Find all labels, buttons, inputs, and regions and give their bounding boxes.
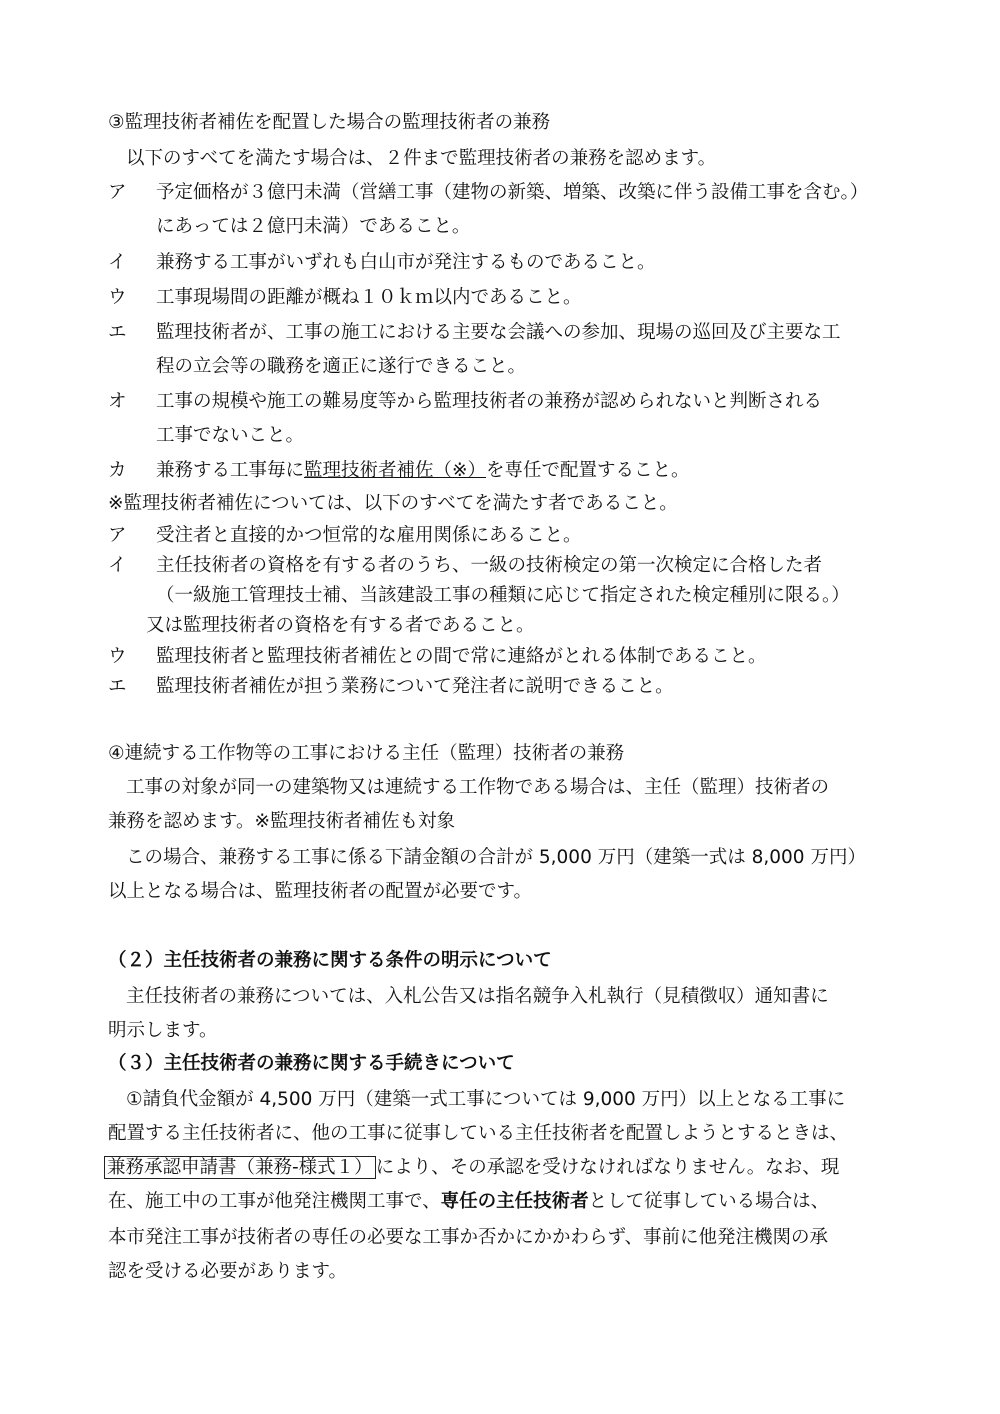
item-text: 主任技術者の資格を有する者のうち、一級の技術検定の第一次検定に合格した者 bbox=[156, 555, 823, 576]
part-3-heading: （３）主任技術者の兼務に関する手続きについて bbox=[108, 1053, 515, 1074]
section-4-text: 兼務を認めます。※監理技術者補佐も対象 bbox=[108, 811, 456, 832]
item-text: にあっては２億円未満）であること。 bbox=[156, 216, 471, 237]
section-4-text: この場合、兼務する工事に係る下請金額の合計が 5,000 万円（建築一式は 8,000 万円） bbox=[126, 847, 866, 868]
item-text: 兼務する工事がいずれも白山市が発注するものであること。 bbox=[156, 252, 656, 273]
item-mark: ア bbox=[108, 525, 127, 546]
item-text: 又は監理技術者の資格を有する者であること。 bbox=[146, 615, 535, 636]
item-text-post: を専任で配置すること。 bbox=[486, 460, 690, 481]
item-text: 工事でないこと。 bbox=[156, 425, 305, 446]
part-3-text: 認を受ける必要があります。 bbox=[108, 1261, 348, 1282]
item-mark: ア bbox=[108, 182, 127, 203]
part-3-text-post: として従事している場合は、 bbox=[588, 1191, 830, 1212]
part-3-text bbox=[104, 1155, 839, 1181]
item-text: 監理技術者補佐が担う業務について発注者に説明できること。 bbox=[156, 676, 674, 697]
application-form-reference: 兼務承認申請書（兼務-様式１） bbox=[104, 1156, 376, 1179]
section-4-text: 工事の対象が同一の建築物又は連続する工作物である場合は、主任（監理）技術者の bbox=[126, 777, 830, 798]
dedicated-engineer-emphasis: 専任の主任技術者 bbox=[440, 1191, 589, 1212]
item-text: 監理技術者が、工事の施工における主要な会議への参加、現場の巡回及び主要な工 bbox=[156, 322, 841, 343]
item-mark: エ bbox=[108, 322, 127, 343]
item-text: 受注者と直接的かつ恒常的な雇用関係にあること。 bbox=[156, 525, 582, 546]
section-3-intro: 以下のすべてを満たす場合は、２件まで監理技術者の兼務を認めます。 bbox=[126, 148, 717, 169]
part-3-text: 配置する主任技術者に、他の工事に従事している主任技術者を配置しようとするときは、 bbox=[108, 1123, 849, 1144]
item-text: 工事現場間の距離が概ね１０ｋｍ以内であること。 bbox=[156, 287, 582, 308]
item-mark: イ bbox=[108, 555, 127, 576]
item-text: 予定価格が３億円未満（営繕工事（建物の新築、増築、改築に伴う設備工事を含む。） bbox=[156, 182, 869, 203]
part-3-text-pre: 在、施工中の工事が他発注機関工事で、 bbox=[108, 1191, 441, 1212]
section-3-title: ③監理技術者補佐を配置した場合の監理技術者の兼務 bbox=[108, 112, 551, 133]
item-mark: カ bbox=[108, 460, 127, 481]
part-3-text-post: により、その承認を受けなければなりません。なお、現 bbox=[375, 1157, 840, 1178]
section-4-text: 以上となる場合は、監理技術者の配置が必要です。 bbox=[108, 881, 533, 902]
part-2-heading: （２）主任技術者の兼務に関する条件の明示について bbox=[108, 950, 552, 971]
item-mark: ウ bbox=[108, 646, 127, 667]
item-text: （一級施工管理技士補、当該建設工事の種類に応じて指定された検定種別に限る。） bbox=[156, 585, 850, 606]
part-2-text: 明示します。 bbox=[108, 1020, 218, 1041]
item-text-pre: 兼務する工事毎に bbox=[156, 460, 305, 481]
part-3-text bbox=[108, 1189, 829, 1215]
item-text: 監理技術者と監理技術者補佐との間で常に連絡がとれる体制であること。 bbox=[156, 646, 767, 667]
part-3-text: 本市発注工事が技術者の専任の必要な工事か否かにかかわらず、事前に他発注機関の承 bbox=[108, 1227, 829, 1248]
assistant-reference-underlined: 監理技術者補佐（※） bbox=[304, 460, 487, 481]
item-mark: イ bbox=[108, 252, 127, 273]
item-mark: ウ bbox=[108, 287, 127, 308]
part-2-text: 主任技術者の兼務については、入札公告又は指名競争入札執行（見積徴収）通知書に bbox=[126, 986, 829, 1007]
part-3-text: ①請負代金額が 4,500 万円（建築一式工事については 9,000 万円）以上となる工事に bbox=[126, 1089, 846, 1110]
item-text: 程の立会等の職務を適正に遂行できること。 bbox=[156, 356, 527, 377]
item-text bbox=[156, 458, 690, 484]
item-mark: オ bbox=[108, 391, 127, 412]
item-text: 工事の規模や施工の難易度等から監理技術者の兼務が認められないと判断される bbox=[156, 391, 823, 412]
section-4-title: ④連続する工作物等の工事における主任（監理）技術者の兼務 bbox=[108, 743, 625, 764]
note-title: ※監理技術者補佐については、以下のすべてを満たす者であること。 bbox=[108, 493, 678, 514]
item-mark: エ bbox=[108, 676, 127, 697]
